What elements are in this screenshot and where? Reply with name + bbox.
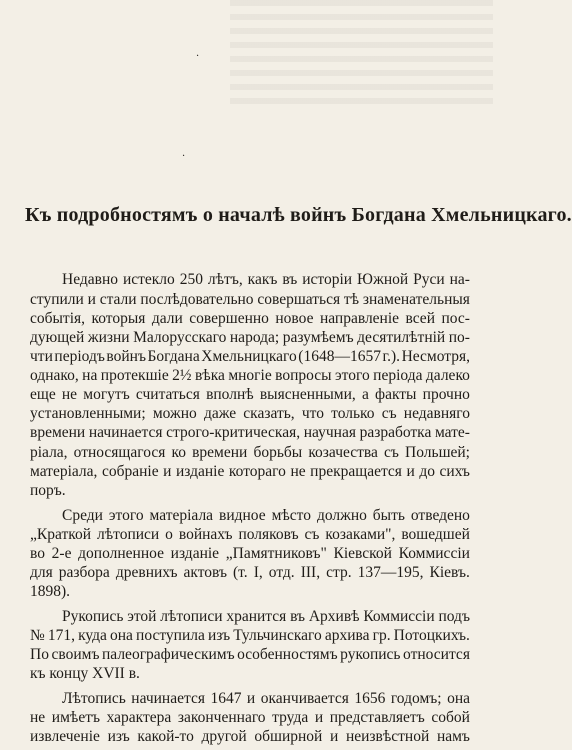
text-line: Рукопись этой лѣтописи хранится въ Архивѣ Коммиссіи подъ [62,607,470,625]
text-line: къ концу XVII в. [30,665,140,682]
text-line: извлеченіе изъ какой-то другой обширной и неизвѣстной намъ [30,728,470,745]
text-line: 1898). [30,582,71,600]
text-line: времени начинается строго-критическая, научная разработка мате- [30,424,470,442]
text-line: однако, на протекшіе 2½ вѣка многіе вопросы этого періода далеко [30,367,470,385]
text-line: Недавно истекло 250 лѣтъ, какъ въ исторіи Южной Руси на- [62,271,470,288]
text-line: во 2-е дополненное изданіе „Памятниковъ" Кіевской Коммиссіи [30,544,470,562]
text-line: дующей жизни Малорусскаго народа; разумѣемъ десятилѣтній по- [30,329,470,347]
text-line: поръ. [30,481,66,499]
text-line: ступили и стали послѣдовательно совершаться тѣ знаменательныя [30,290,470,308]
text-line: для разбора древнихъ актовъ (т. І, отд. ІІІ, стр. 137—195, Кіевъ. [30,563,470,581]
text-line: еще не могутъ считаться вполнѣ выясненными, а факты прочно [30,386,470,404]
text-line: Среди этого матеріала видное мѣсто должно быть отведено [62,506,470,524]
text-line: № 171, куда она поступила изъ Тульчинскаго архива гр. Потоцкихъ. [30,626,470,644]
text-line: чти періодъ войнъ Богдана Хмельницкаго (1648—1657 г.). Несмотря, [30,348,470,366]
show-through-text [230,0,493,110]
text-line: По своимъ палеографическимъ особенностямъ рукопись относится [30,645,470,663]
article-title: Къ подробностямъ о началѣ войнъ Богдана Хмельницкаго. [25,204,572,226]
ornament-dot: · [182,151,186,162]
text-line: „Краткой лѣтописи о войнахъ поляковъ съ козаками", вошедшей [30,525,470,543]
text-line: ріала, относящагося ко времени борьбы козачества съ Польшей; [30,443,470,461]
ornament-dot: · [196,51,200,62]
text-line: Лѣтопись начинается 1647 и оканчивается 1656 годомъ; она [62,689,470,707]
text-line: не имѣетъ характера законченнаго труда и представляетъ собой [30,708,470,726]
text-line: матеріала, собраніе и изданіе котораго не прекращается и до сихъ [30,462,470,480]
text-line: событія, которыя дали совершенно новое направленіе всей пос- [30,310,470,327]
text-line: установленными; можно даже сказать, что только съ недавняго [30,405,470,423]
